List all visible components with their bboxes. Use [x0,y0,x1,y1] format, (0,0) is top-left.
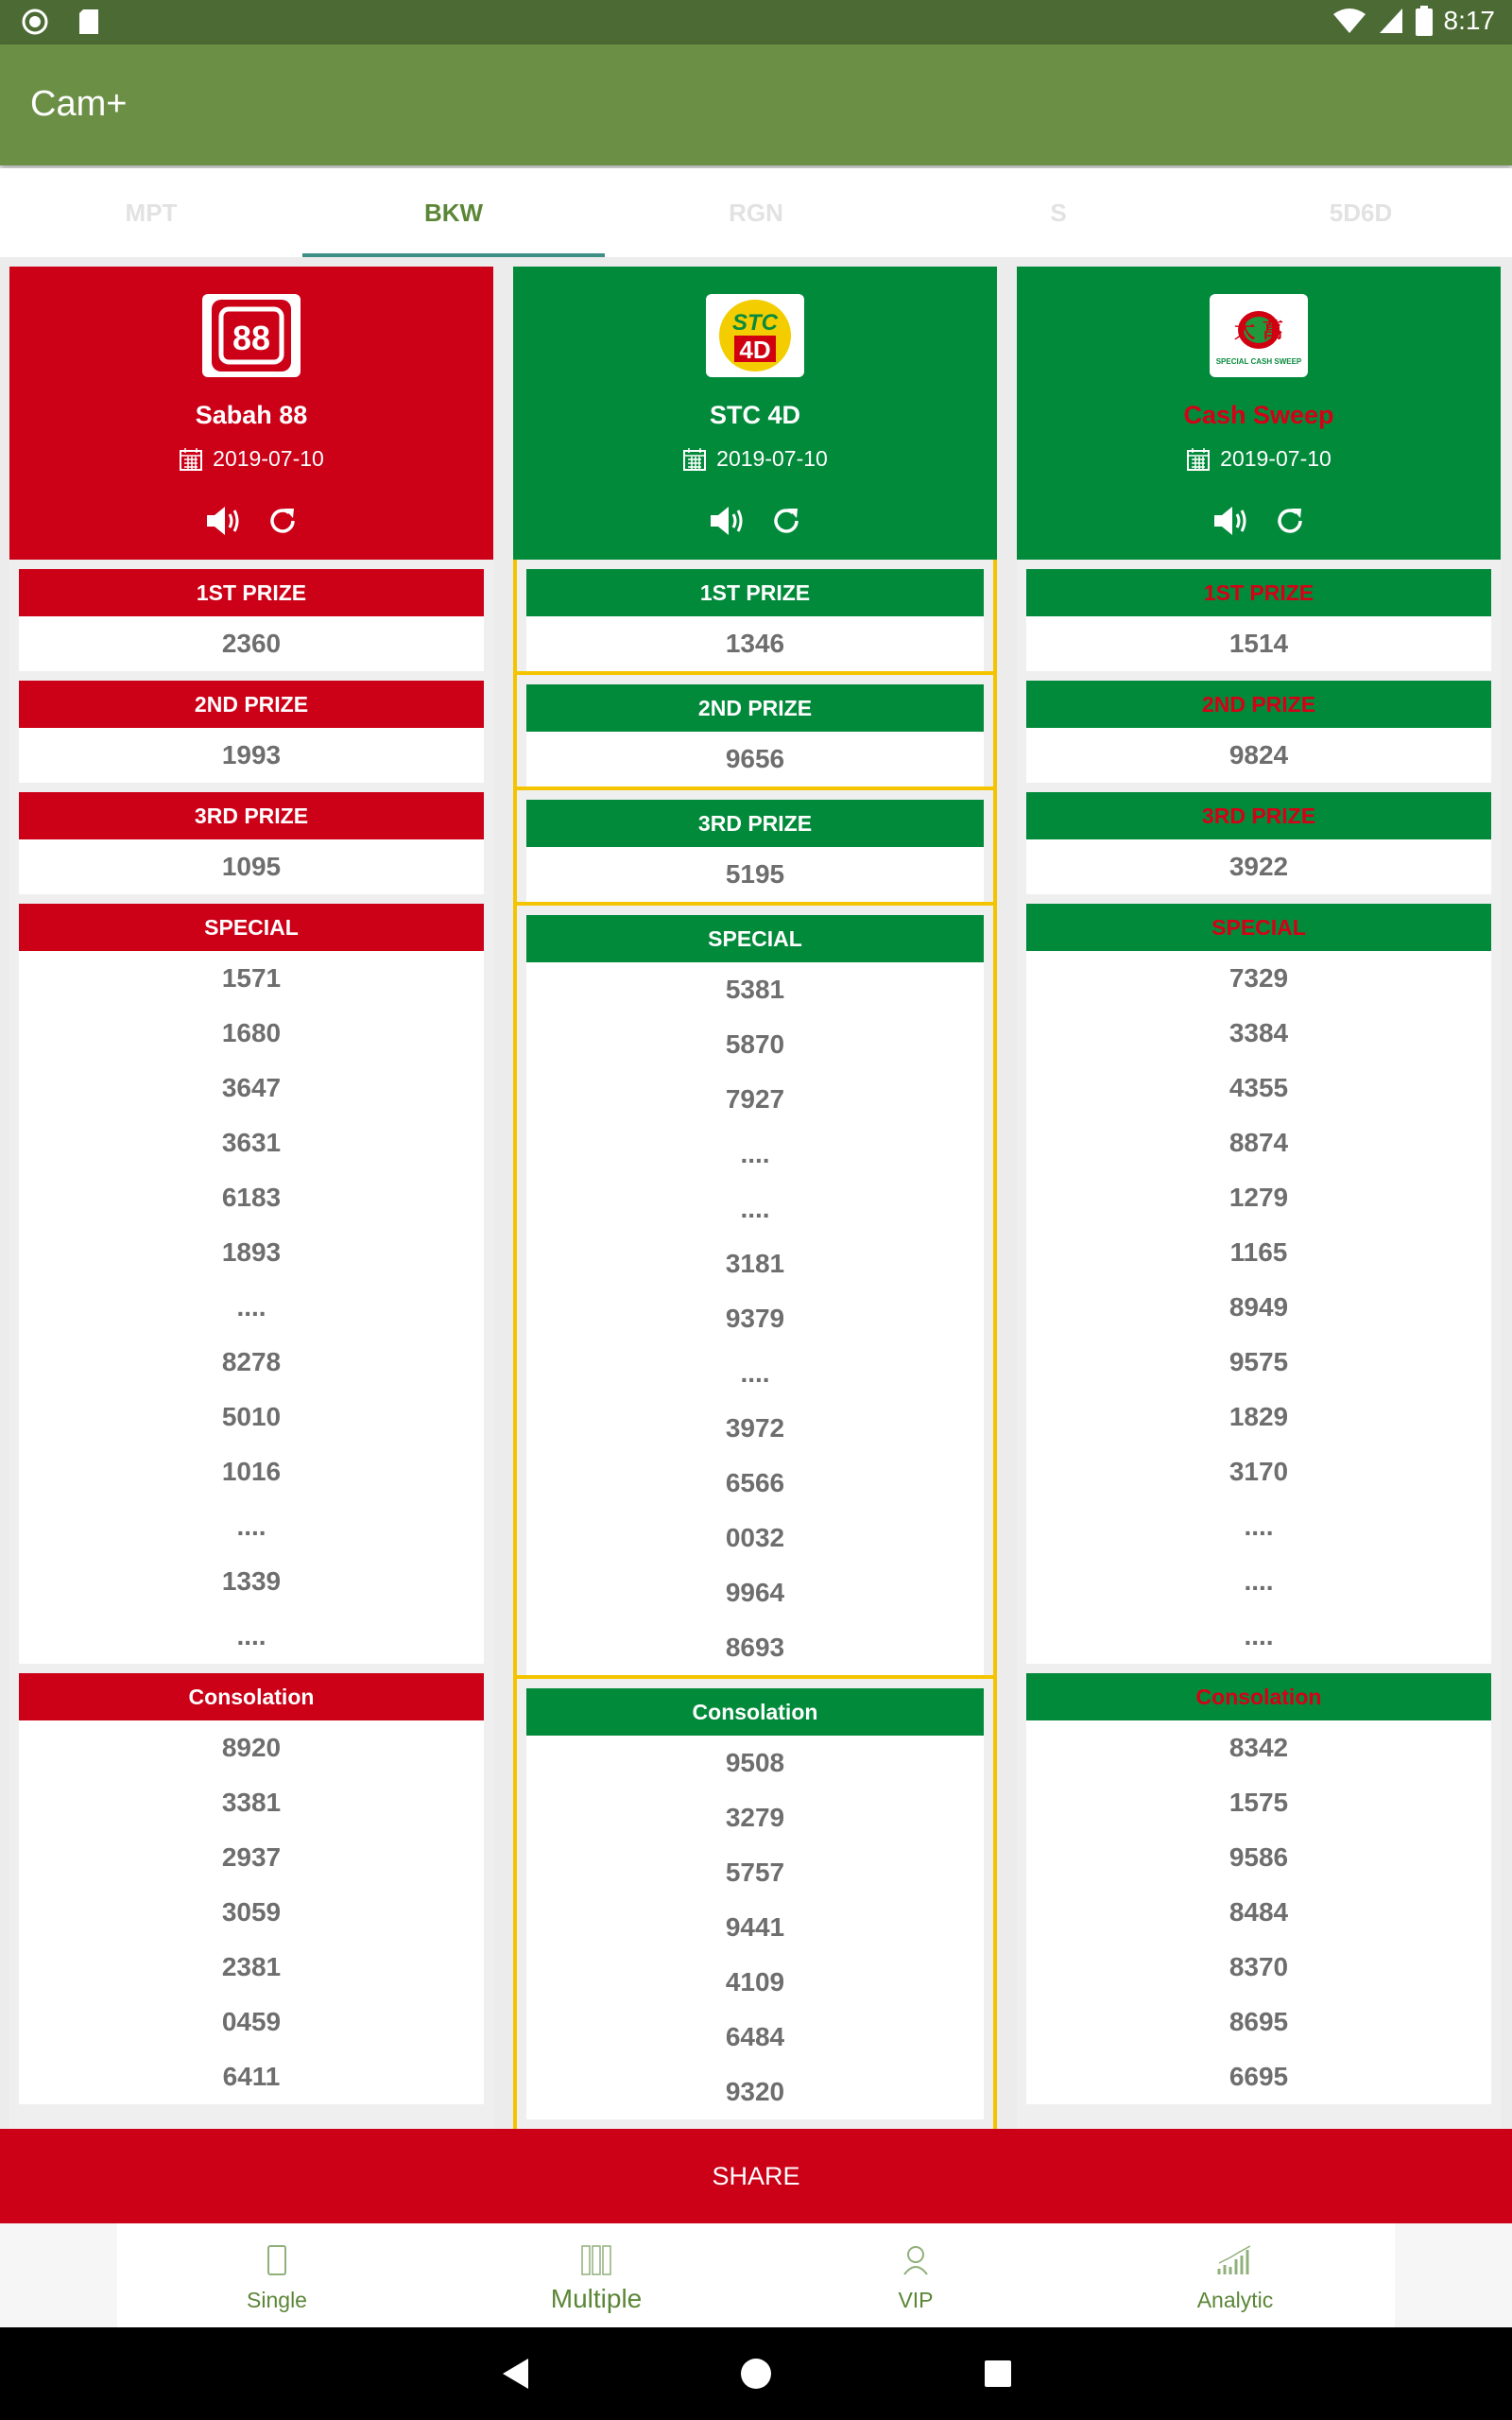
refresh-icon[interactable] [1274,505,1306,537]
nav-single[interactable]: Single [117,2223,437,2327]
special-number: 1279 [1228,1183,1289,1212]
special-number: .... [236,1292,266,1322]
special-number: 1680 [221,1018,282,1047]
consolation-number: 3381 [221,1788,282,1817]
special-number: .... [236,1512,266,1541]
consolation-number: 9586 [1228,1842,1289,1872]
recents-square-icon [983,2359,1013,2389]
section-consolation: Consolation [1026,1673,1491,1720]
nav-multiple[interactable]: Multiple [437,2223,756,2327]
prize-number: 9656 [725,744,785,773]
nav-analytic[interactable]: Analytic [1075,2223,1395,2327]
special-number: 9575 [1228,1347,1289,1376]
card-body [9,560,493,2157]
consolation-number: 0459 [221,2007,282,2036]
special-number: 3170 [1228,1457,1289,1486]
recents-button[interactable] [941,2327,1055,2420]
special-number: 5870 [725,1029,785,1059]
consolation-number: 8484 [1228,1897,1289,1927]
consolation-number: 6695 [1228,2062,1289,2091]
svg-text:大 萬: 大 萬 [1234,320,1283,343]
special-number: 8278 [221,1347,282,1376]
svg-text:88: 88 [232,319,271,357]
status-bar [0,0,1512,44]
special-number: 0032 [725,1523,785,1552]
prize-number: 5195 [725,859,785,889]
special-number: 4355 [1228,1073,1289,1102]
special-number: 8874 [1228,1128,1289,1157]
tab-bar [0,168,1512,257]
special-number: 1165 [1229,1237,1288,1267]
section-special: SPECIAL [526,915,984,962]
consolation-number: 3059 [221,1897,282,1927]
result-card-cash-sweep [1017,267,1501,2157]
battery-icon [1416,6,1433,36]
special-number: 9964 [725,1578,785,1607]
special-number: 5010 [221,1402,282,1431]
section-special: SPECIAL [1026,904,1491,951]
record-icon [21,8,49,36]
prize-number: 3922 [1228,852,1289,881]
analytic-chart-icon [1216,2244,1254,2276]
card-date: 2019-07-10 [513,446,997,472]
refresh-icon[interactable] [266,505,299,537]
consolation-number: 8370 [1228,1952,1289,1981]
calendar-icon [1186,447,1211,472]
card-title: STC 4D [709,401,801,429]
consolation-number: 3279 [725,1803,785,1832]
special-number: 1829 [1228,1402,1289,1431]
single-phone-icon [266,2244,288,2276]
bottom-navigation [0,2223,1512,2327]
special-number: .... [1244,1512,1274,1541]
home-button[interactable] [699,2327,813,2420]
card-body [1017,560,1501,2157]
speaker-icon[interactable] [1211,505,1249,537]
prize-number: 1346 [725,629,785,658]
consolation-number: 2381 [221,1952,282,1981]
special-number: 9379 [725,1304,785,1333]
section-consolation: Consolation [19,1673,484,1720]
prize-number: 1095 [221,852,282,881]
home-circle-icon [739,2357,773,2391]
section-2nd-prize: 2ND PRIZE [526,684,984,732]
calendar-icon [682,447,707,472]
prize-number: 2360 [221,629,282,658]
section-1st-prize: 1ST PRIZE [526,569,984,616]
result-card-sabah88 [9,267,493,2157]
consolation-number: 8920 [221,1733,282,1762]
special-number: .... [740,1194,770,1223]
special-number: 5381 [725,975,785,1004]
special-number: .... [1244,1566,1274,1596]
svg-text:STC: STC [732,310,778,336]
section-1st-prize: 1ST PRIZE [1026,569,1491,616]
card-header [513,267,997,560]
consolation-number: 9320 [725,2077,785,2106]
cell-signal-icon [1378,7,1404,35]
section-2nd-prize: 2ND PRIZE [19,681,484,728]
result-card-stc4d [513,267,997,2157]
special-number: 8949 [1228,1292,1289,1322]
consolation-number: 8695 [1228,2007,1289,2036]
prize-number: 1514 [1228,629,1289,658]
calendar-icon [179,447,203,472]
consolation-number: 2937 [221,1842,282,1872]
share-button[interactable]: SHARE [0,2129,1512,2223]
card-header [9,267,493,560]
consolation-number: 9441 [725,1912,785,1942]
special-number: .... [740,1358,770,1388]
card-title: Sabah 88 [195,401,308,429]
special-number: 3972 [725,1413,785,1443]
svg-text:4D: 4D [739,336,771,364]
section-3rd-prize: 3RD PRIZE [526,800,984,847]
special-number: .... [740,1139,770,1168]
consolation-number: 1575 [1228,1788,1289,1817]
card-title: Cash Sweep [1183,401,1334,429]
card-date: 2019-07-10 [9,446,493,472]
section-consolation: Consolation [526,1688,984,1736]
nav-vip[interactable]: VIP [756,2223,1075,2327]
consolation-number: 8342 [1228,1733,1289,1762]
section-3rd-prize: 3RD PRIZE [19,792,484,839]
special-number: 1571 [221,963,282,993]
tab-s[interactable]: S [1050,199,1067,227]
special-number: 1893 [221,1237,282,1267]
special-number: 6183 [221,1183,282,1212]
multiple-columns-icon [580,2244,612,2276]
consolation-number: 6411 [222,2062,281,2091]
special-number: 3631 [221,1128,282,1157]
app-title: Cam+ [30,84,128,124]
consolation-number: 6484 [725,2022,785,2051]
cash-sweep-logo [1210,294,1308,377]
tab-rgn[interactable]: RGN [729,199,783,227]
special-number: 1339 [221,1566,282,1596]
wifi-icon [1332,7,1366,35]
refresh-icon[interactable] [770,505,802,537]
special-number: 3647 [221,1073,282,1102]
special-number: 3384 [1228,1018,1289,1047]
consolation-number: 9508 [725,1748,785,1777]
prize-number: 1993 [221,740,282,769]
sabah88-logo [202,294,301,377]
consolation-number: 4109 [725,1967,785,1996]
sd-card-icon [77,8,100,36]
speaker-icon[interactable] [708,505,746,537]
vip-person-icon [900,2244,932,2276]
special-number: 1016 [221,1457,282,1486]
consolation-number: 5757 [725,1858,785,1887]
tab-bkw[interactable]: BKW [302,168,605,257]
section-special: SPECIAL [19,904,484,951]
prize-number: 9824 [1228,740,1289,769]
clock: 8:17 [1443,6,1495,35]
svg-text:SPECIAL CASH SWEEP: SPECIAL CASH SWEEP [1215,357,1302,366]
special-number: .... [236,1621,266,1651]
section-1st-prize: 1ST PRIZE [19,569,484,616]
special-number: 6566 [725,1468,785,1497]
special-number: 7329 [1228,963,1289,993]
results-columns [0,267,1512,2157]
special-number: 7927 [725,1084,785,1114]
speaker-icon[interactable] [204,505,242,537]
special-number: 3181 [725,1249,785,1278]
card-body [513,560,997,2157]
card-header [1017,267,1501,560]
section-3rd-prize: 3RD PRIZE [1026,792,1491,839]
tab-mpt[interactable]: MPT [125,199,178,227]
app-bar [0,44,1512,165]
stc4d-logo [706,294,804,377]
special-number: 8693 [725,1633,785,1662]
back-triangle-icon [500,2356,532,2392]
card-date: 2019-07-10 [1017,446,1501,472]
system-navigation-bar [0,2327,1512,2420]
back-button[interactable] [459,2327,573,2420]
special-number: .... [1244,1621,1274,1651]
section-2nd-prize: 2ND PRIZE [1026,681,1491,728]
tab-5d6d[interactable]: 5D6D [1329,199,1393,227]
